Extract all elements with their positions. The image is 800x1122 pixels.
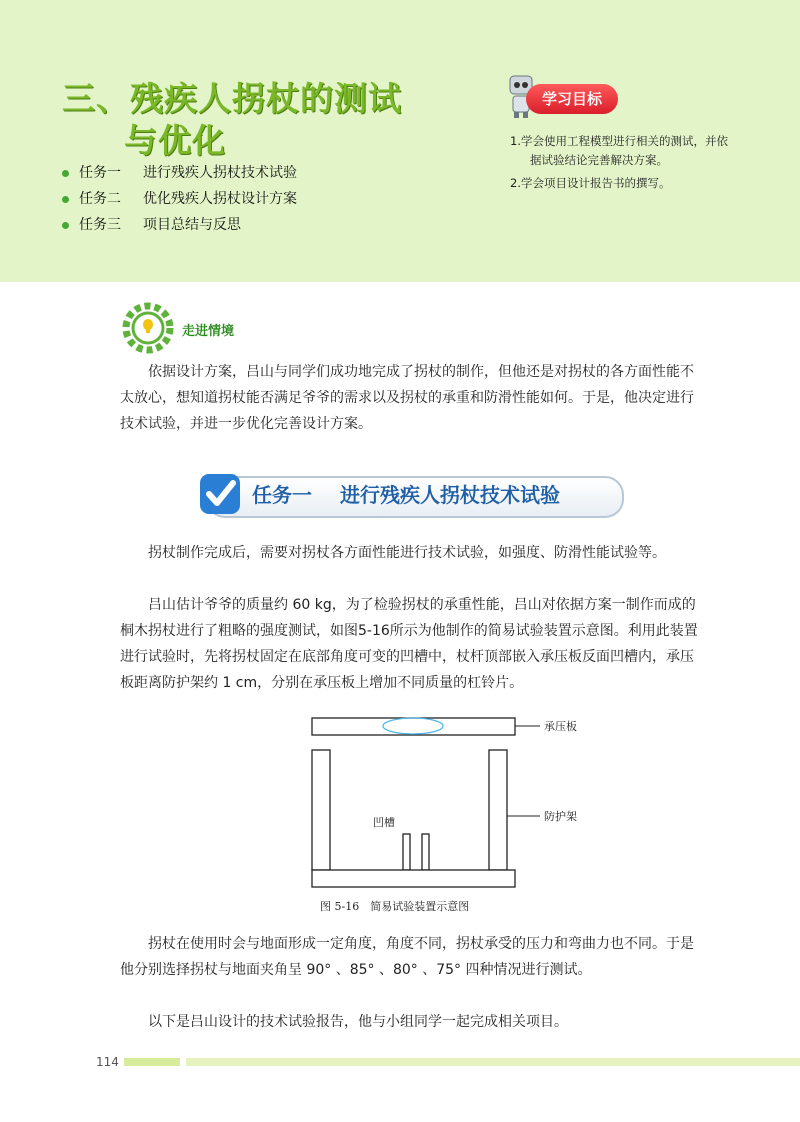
title-line-1: 三、残疾人拐杖的测试 — [62, 79, 402, 118]
banner-task-number: 任务一 — [252, 483, 312, 507]
scene-paragraph: 依据设计方案，吕山与同学们成功地完成了拐杖的制作，但他还是对拐杖的各方面性能不太放心，想知道拐杖能否满足爷爷的需求以及拐杖的承重和防滑性能如何。于是，他决定进行技术试验，并进一步优化完善设计方案。 — [120, 364, 694, 432]
task-number: 任务二 — [79, 191, 121, 207]
task-text: 项目总结与反思 — [143, 217, 241, 233]
task-text: 进行残疾人拐杖技术试验 — [143, 165, 297, 181]
label-groove: 凹槽 — [373, 816, 395, 829]
gear-bulb-icon — [120, 300, 180, 356]
task-list — [62, 160, 297, 238]
check-icon — [196, 470, 244, 518]
goals-list — [510, 132, 732, 197]
task-item — [62, 186, 297, 212]
bullet-icon — [62, 222, 69, 229]
goal-title: 学习目标 — [526, 84, 618, 114]
goal-item: 2.学会项目设计报告书的撰写。 — [510, 176, 671, 190]
body-paragraph-3: 拐杖在使用时会与地面形成一定角度，角度不同，拐杖承受的压力和弯曲力也不同。于是他分别选择拐杖与地面夹角呈 90° 、85° 、80° 、75° 四种情况进行测试。 — [120, 936, 694, 978]
bullet-icon — [62, 196, 69, 203]
body-paragraph-2: 吕山估计爷爷的质量约 60 kg，为了检验拐杖的承重性能，吕山对依据方案一制作而成的桐木拐杖进行了粗略的强度测试，如图5-16所示为他制作的简易试验装置示意图。利用此装置进行试验时，先将拐杖固定在底部角度可变的凹槽中，杖杆顶部嵌入承压板反面凹槽内，承压板距离防护架约 1 cm，分别在承压板上增加不同质量的杠铃片。 — [120, 597, 698, 691]
task-text: 优化残疾人拐杖设计方案 — [143, 191, 297, 207]
goal-item: 1.学会使用工程模型进行相关的测试，并依据试验结论完善解决方案。 — [510, 134, 728, 167]
banner-task-text: 进行残疾人拐杖技术试验 — [340, 483, 560, 507]
footer-bar — [186, 1058, 800, 1066]
label-pressure-plate: 承压板 — [544, 720, 577, 733]
footer-bar — [124, 1058, 180, 1066]
title-line-2: 与优化 — [124, 121, 226, 160]
chapter-title — [62, 78, 402, 162]
task-number: 任务三 — [79, 217, 121, 233]
task-item — [62, 212, 297, 238]
task-item — [62, 160, 297, 186]
figure-caption: 图 5-16 简易试验装置示意图 — [320, 900, 470, 913]
body-paragraph-1: 拐杖制作完成后，需要对拐杖各方面性能进行技术试验，如强度、防滑性能试验等。 — [148, 545, 666, 561]
page-number: 114 — [96, 1055, 119, 1069]
scene-label: 走进情境 — [182, 324, 235, 339]
task-number: 任务一 — [79, 165, 121, 181]
test-device-diagram — [300, 712, 590, 892]
banner-title — [252, 478, 560, 512]
body-paragraph-4: 以下是吕山设计的技术试验报告，他与小组同学一起完成相关项目。 — [148, 1014, 568, 1030]
task-banner — [196, 470, 620, 518]
label-guard-frame: 防护架 — [544, 810, 577, 823]
bullet-icon — [62, 170, 69, 177]
